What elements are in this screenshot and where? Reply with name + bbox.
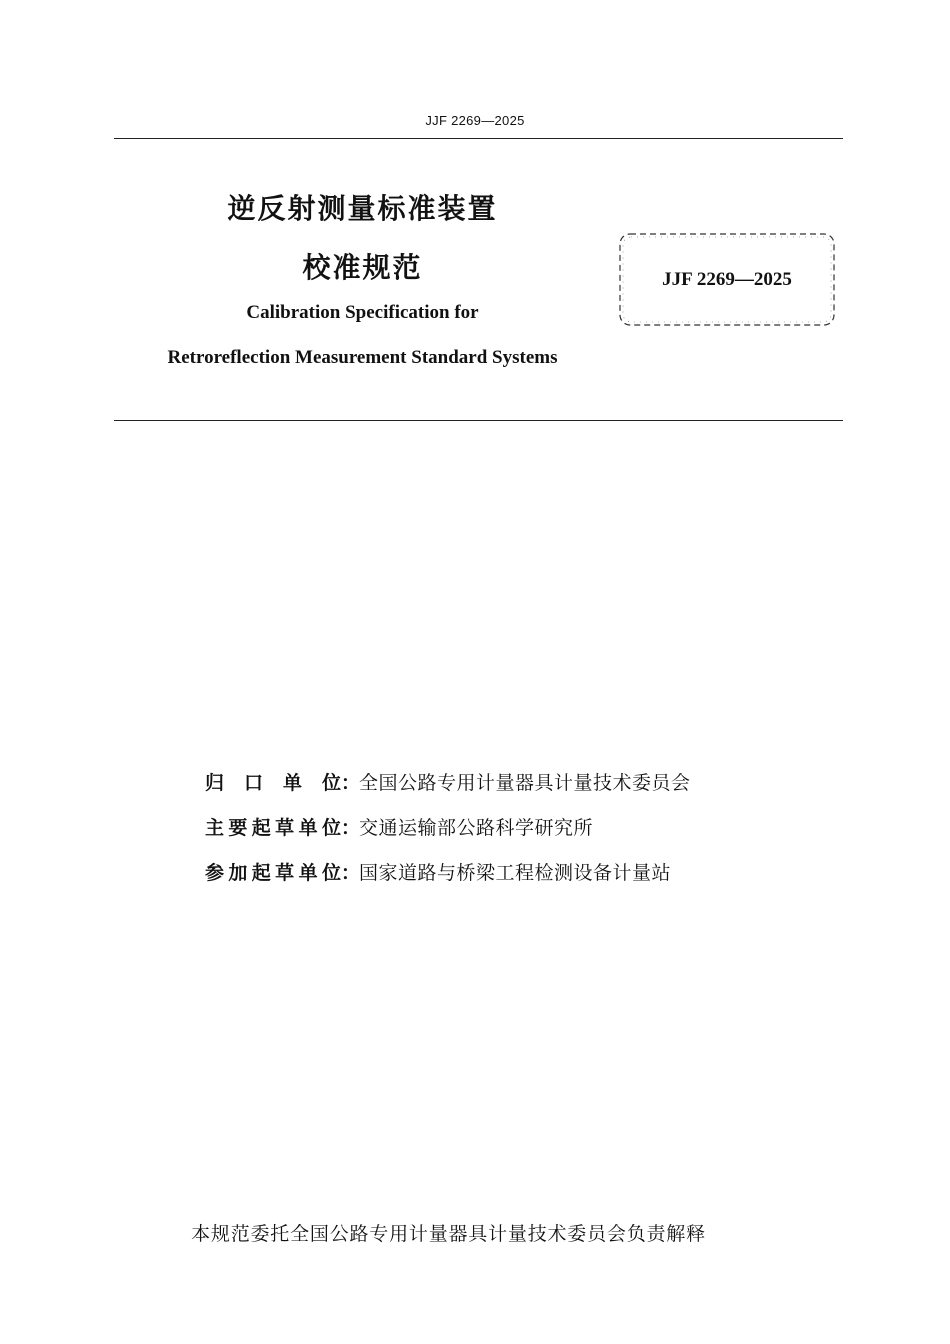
org-value: 全国公路专用计量器具计量技术委员会 — [359, 772, 691, 794]
org-colon: ： — [341, 772, 361, 794]
org-label-char: 单 — [282, 772, 302, 794]
code-box — [618, 232, 836, 327]
title-cn-line2: 校准规范 — [302, 251, 423, 284]
org-label — [205, 813, 341, 840]
org-label-char: 参 — [205, 862, 225, 884]
org-label-char: 位 — [321, 817, 341, 839]
org-label-char: 单 — [298, 817, 318, 839]
org-label-char: 单 — [298, 862, 318, 884]
org-row-main-drafter — [205, 813, 691, 858]
org-label — [205, 768, 341, 795]
org-label-char: 口 — [243, 772, 263, 794]
org-label-char: 起 — [251, 817, 271, 839]
header-code: JJF 2269—2025 — [425, 113, 525, 128]
org-colon: ： — [341, 817, 361, 839]
top-rule — [114, 138, 843, 139]
organization-list — [205, 768, 691, 903]
org-row-responsible — [205, 768, 691, 813]
org-label-char: 草 — [275, 817, 295, 839]
bottom-rule — [114, 420, 843, 421]
org-label-char: 主 — [205, 817, 225, 839]
org-label-char: 草 — [275, 862, 295, 884]
org-label-char: 位 — [321, 862, 341, 884]
code-box-text: JJF 2269—2025 — [662, 269, 792, 290]
org-label-char: 加 — [228, 862, 248, 884]
org-label-char: 归 — [205, 772, 225, 794]
footer-note: 本规范委托全国公路专用计量器具计量技术委员会负责解释 — [191, 1223, 706, 1245]
org-label-char: 要 — [228, 817, 248, 839]
org-row-participating-drafter — [205, 858, 691, 903]
org-colon: ： — [341, 862, 361, 884]
org-value: 交通运输部公路科学研究所 — [359, 817, 594, 839]
title-en-line2: Retroreflection Measurement Standard Systems — [167, 347, 558, 368]
org-value: 国家道路与桥梁工程检测设备计量站 — [359, 862, 672, 884]
org-label — [205, 858, 341, 885]
title-cn-line1: 逆反射测量标准装置 — [227, 192, 498, 225]
title-en-line1: Calibration Specification for — [246, 302, 479, 323]
org-label-char: 起 — [251, 862, 271, 884]
org-label-char: 位 — [321, 772, 341, 794]
